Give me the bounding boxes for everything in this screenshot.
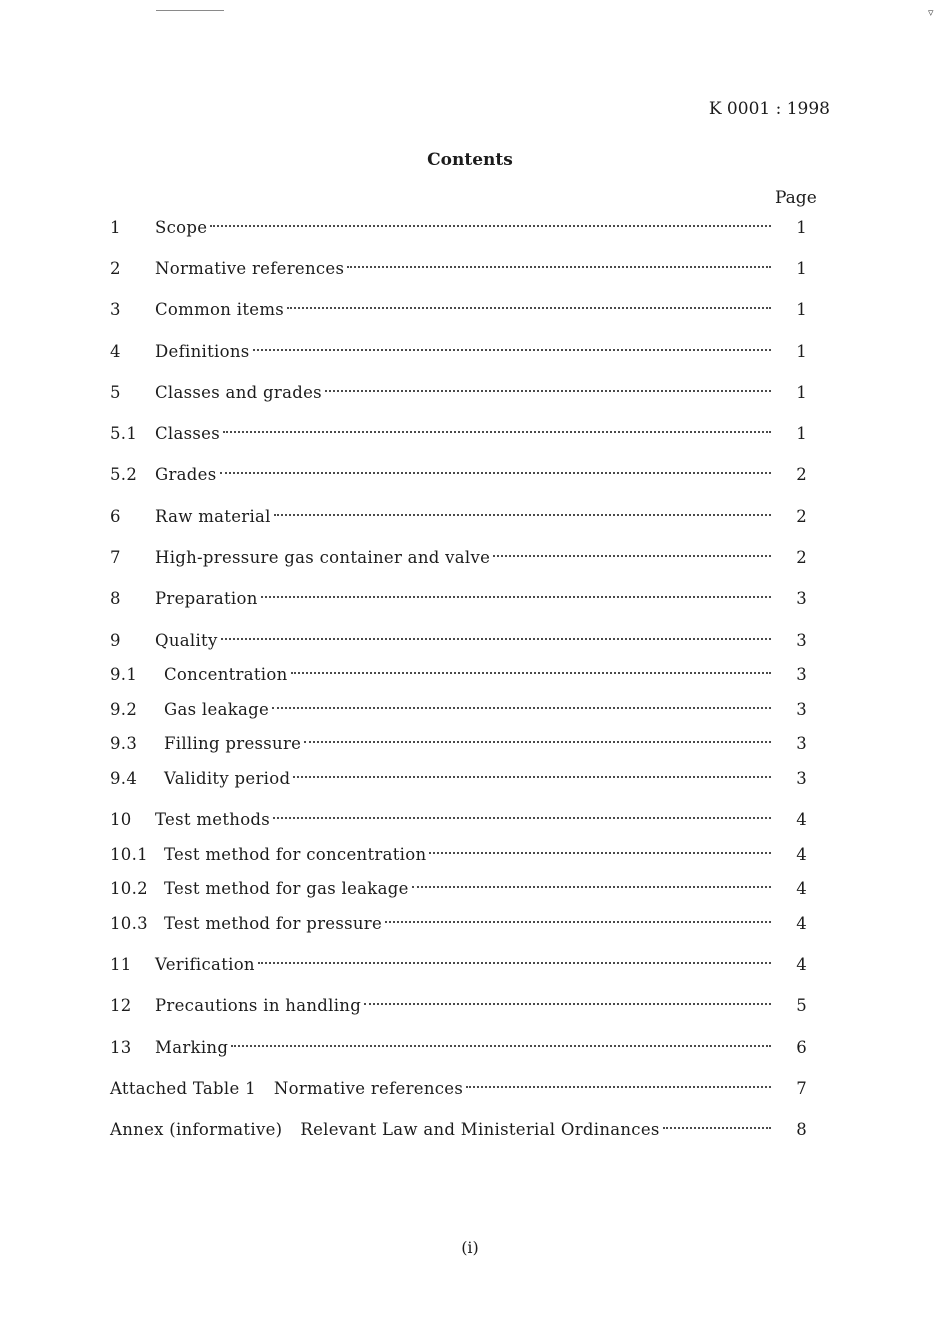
dot-leader: [274, 514, 771, 516]
toc-entry-title: Test method for concentration: [164, 845, 427, 864]
toc-entry-page: 2: [796, 507, 807, 526]
dot-leader: [466, 1086, 771, 1088]
toc-entry[interactable]: [110, 422, 815, 446]
dot-leader: [220, 472, 772, 474]
toc-entry[interactable]: [110, 298, 815, 322]
toc-entry-number: 9.1: [110, 665, 138, 684]
dot-leader: [663, 1127, 771, 1129]
toc-entry-page: 3: [796, 589, 807, 608]
toc-entry[interactable]: [110, 1036, 815, 1060]
scan-artifact-line: [156, 10, 224, 11]
toc-entry-page: 4: [796, 879, 807, 898]
dot-leader: [293, 776, 771, 778]
toc-entry-page: 3: [796, 769, 807, 788]
toc-entry-number: 9.4: [110, 769, 138, 788]
toc-entry-number: 10.2: [110, 879, 148, 898]
toc-entry-number: 12: [110, 996, 132, 1015]
toc-entry-title: Raw material: [155, 507, 271, 526]
page-column-heading: Page: [775, 188, 817, 208]
toc-entry-title: Test method for pressure: [164, 914, 383, 933]
toc-entry-page: 1: [796, 300, 807, 319]
toc-entry[interactable]: [110, 953, 815, 977]
toc-entry-title: Verification: [155, 955, 255, 974]
dot-leader: [291, 672, 771, 674]
toc-entry-title: Grades: [155, 465, 217, 484]
toc-entry-title: Marking: [155, 1038, 229, 1057]
toc-entry[interactable]: [110, 767, 815, 791]
toc-entry-page: 8: [796, 1120, 807, 1139]
dot-leader: [258, 962, 771, 964]
dot-leader: [223, 431, 771, 433]
toc-entry-title: Test methods: [155, 810, 271, 829]
toc-entry-page: 3: [796, 665, 807, 684]
toc-entry-page: 4: [796, 810, 807, 829]
toc-entry-page: 6: [796, 1038, 807, 1057]
toc-entry-number: 9: [110, 631, 121, 650]
document-number: K 0001 : 1998: [708, 99, 830, 119]
toc-entry-page: 3: [796, 734, 807, 753]
toc-entry-page: 1: [796, 218, 807, 237]
toc-entry-page: 3: [796, 631, 807, 650]
toc-entry-number: 9.3: [110, 734, 138, 753]
toc-entry-page: 7: [796, 1079, 807, 1098]
toc-entry-title: Gas leakage: [164, 700, 270, 719]
toc-entry-number: 7: [110, 548, 121, 567]
toc-entry[interactable]: [110, 216, 815, 240]
dot-leader: [272, 707, 771, 709]
dot-leader: [429, 852, 771, 854]
toc-entry[interactable]: [110, 808, 815, 832]
toc-entry[interactable]: [110, 1118, 815, 1142]
toc-entry-number: 9.2: [110, 700, 138, 719]
toc-entry-number: 6: [110, 507, 121, 526]
toc-entry-page: 1: [796, 424, 807, 443]
dot-leader: [210, 225, 771, 227]
dot-leader: [347, 266, 771, 268]
dot-leader: [325, 390, 771, 392]
dot-leader: [273, 817, 771, 819]
toc-entry-page: 3: [796, 700, 807, 719]
toc-entry-number: 2: [110, 259, 121, 278]
toc-entry[interactable]: [110, 912, 815, 936]
toc-entry-title: Normative references: [155, 259, 345, 278]
toc-entry-page: 5: [796, 996, 807, 1015]
toc-entry[interactable]: [110, 587, 815, 611]
toc-entry-page: 1: [796, 342, 807, 361]
toc-entry[interactable]: [110, 463, 815, 487]
toc-entry-title: Precautions in handling: [155, 996, 362, 1015]
toc-entry[interactable]: [110, 843, 815, 867]
dot-leader: [221, 638, 771, 640]
toc-entry-number: Attached Table 1: [110, 1079, 256, 1098]
toc-entry[interactable]: [110, 877, 815, 901]
dot-leader: [385, 921, 771, 923]
dot-leader: [364, 1003, 771, 1005]
toc-entry-page: 1: [796, 383, 807, 402]
toc-entry-number: 8: [110, 589, 121, 608]
toc-entry-title: Classes: [155, 424, 221, 443]
toc-entry-title: Definitions: [155, 342, 250, 361]
toc-entry-page: 4: [796, 845, 807, 864]
toc-entry-number: 10.3: [110, 914, 148, 933]
toc-entry[interactable]: [110, 629, 815, 653]
dot-leader: [412, 886, 771, 888]
toc-entry-number: 5: [110, 383, 121, 402]
dot-leader: [493, 555, 771, 557]
toc-entry-number: Annex (informative): [110, 1120, 283, 1139]
toc-entry-page: 1: [796, 259, 807, 278]
toc-entry-title: Filling pressure: [164, 734, 302, 753]
toc-entry-number: 10: [110, 810, 132, 829]
toc-entry[interactable]: [110, 505, 815, 529]
toc-entry[interactable]: [110, 381, 815, 405]
toc-entry[interactable]: [110, 546, 815, 570]
toc-entry-page: 4: [796, 914, 807, 933]
dot-leader: [287, 307, 771, 309]
toc-entry-title: Preparation: [155, 589, 258, 608]
toc-entry-number: 3: [110, 300, 121, 319]
toc-entry-number: 5.1: [110, 424, 138, 443]
toc-entry[interactable]: [110, 1077, 815, 1101]
toc-entry-title: Test method for gas leakage: [164, 879, 409, 898]
page-number-footer: (i): [461, 1238, 479, 1257]
toc-entry-title: Normative references: [273, 1079, 464, 1098]
toc-entry[interactable]: [110, 698, 815, 722]
toc-entry-title: Quality: [155, 631, 218, 650]
toc-entry-number: 11: [110, 955, 132, 974]
toc-entry-number: 1: [110, 218, 121, 237]
toc-entry-title: Validity period: [164, 769, 291, 788]
toc-entry-title: Common items: [155, 300, 285, 319]
toc-entry-page: 4: [796, 955, 807, 974]
toc-entry-page: 2: [796, 465, 807, 484]
toc-entry-number: 4: [110, 342, 121, 361]
toc-entry-title: Relevant Law and Ministerial Ordinances: [300, 1120, 660, 1139]
toc-entry-title: High-pressure gas container and valve: [155, 548, 491, 567]
toc-entry[interactable]: [110, 994, 815, 1018]
toc-entry-number: 13: [110, 1038, 132, 1057]
toc-entry-title: Scope: [155, 218, 208, 237]
toc-entry[interactable]: [110, 732, 815, 756]
toc-entry-number: 5.2: [110, 465, 138, 484]
toc-entry[interactable]: [110, 257, 815, 281]
page-title: Contents: [427, 150, 513, 170]
toc-entry-page: 2: [796, 548, 807, 567]
dot-leader: [253, 349, 771, 351]
toc-entry-title: Classes and grades: [155, 383, 322, 402]
dot-leader: [304, 741, 771, 743]
dot-leader: [231, 1045, 771, 1047]
corner-mark-icon: ▿: [928, 6, 934, 19]
toc-entry[interactable]: [110, 340, 815, 364]
toc-entry-title: Concentration: [164, 665, 288, 684]
toc-entry-number: 10.1: [110, 845, 148, 864]
dot-leader: [261, 596, 771, 598]
toc-entry[interactable]: [110, 663, 815, 687]
